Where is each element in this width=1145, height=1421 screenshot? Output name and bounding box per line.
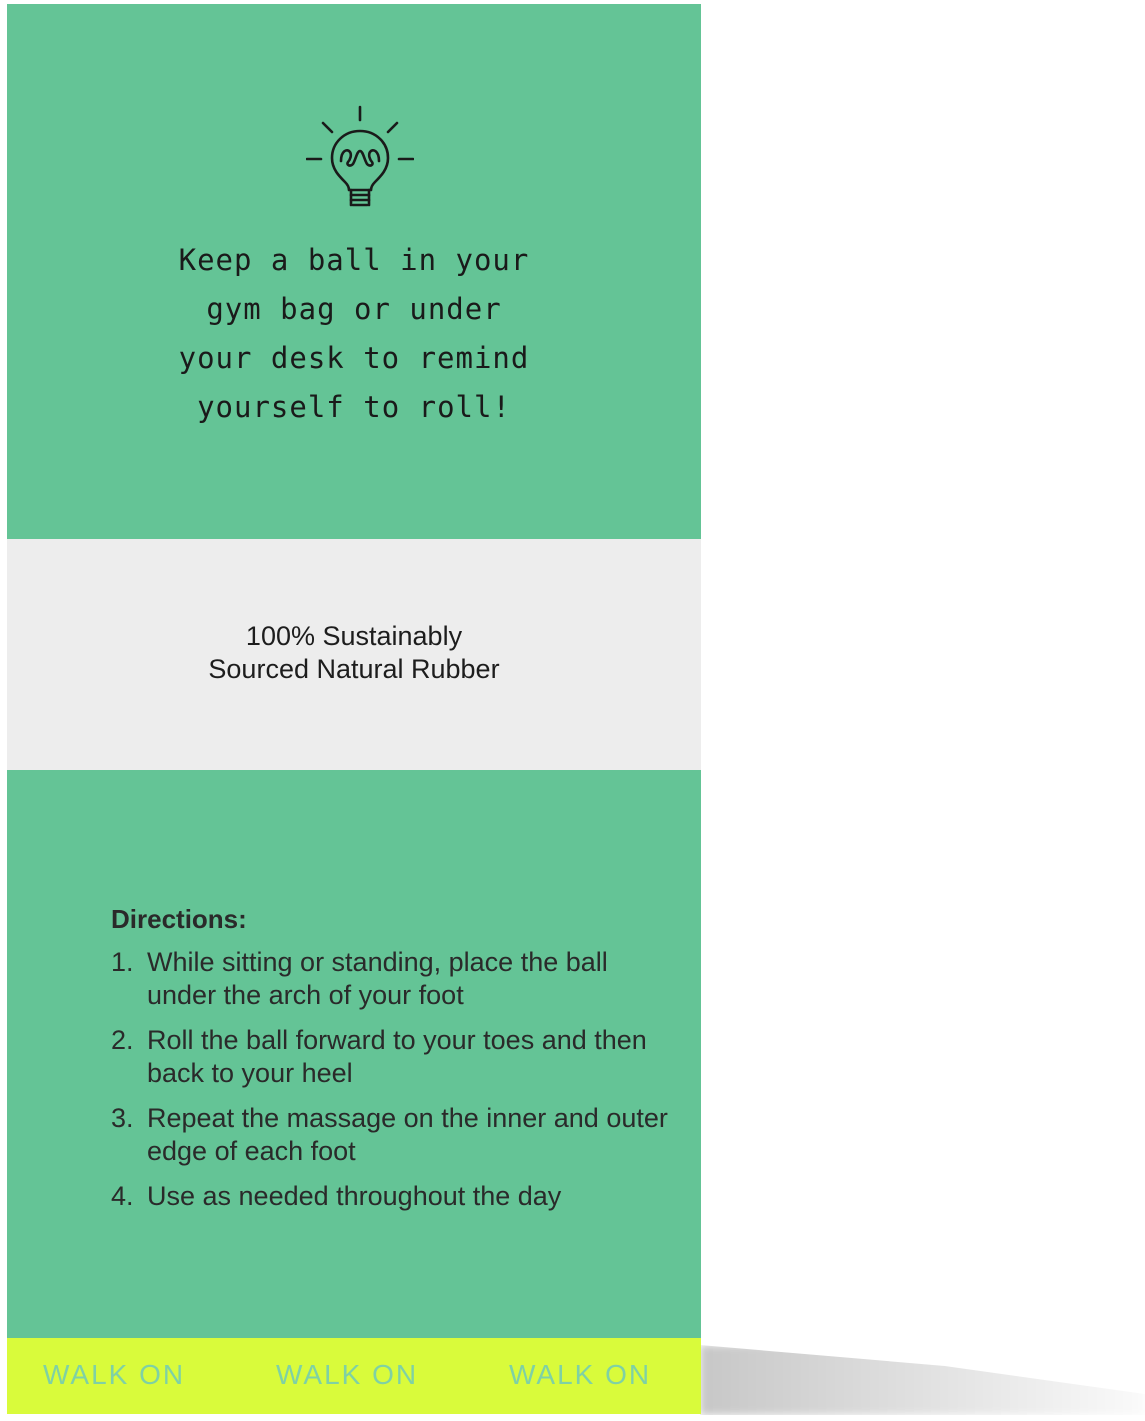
direction-step <box>111 1102 671 1168</box>
tip-line: gym bag or under <box>206 292 502 326</box>
footer-strip <box>7 1338 701 1414</box>
step-number: 3. <box>111 1103 134 1133</box>
step-text: Use as needed throughout the day <box>147 1181 562 1211</box>
tip-panel <box>7 4 701 539</box>
step-text: While sitting or standing, place the ball under the arch of your foot <box>147 947 608 1010</box>
step-number: 2. <box>111 1025 134 1055</box>
step-number: 1. <box>111 947 134 977</box>
material-claim-line: Sourced Natural Rubber <box>208 654 500 684</box>
material-claim <box>7 620 701 686</box>
directions-heading: Directions: <box>111 904 247 934</box>
product-box-side <box>7 4 701 1414</box>
step-text: Repeat the massage on the inner and outer edge of each foot <box>147 1103 668 1166</box>
tip-line: Keep a ball in your <box>178 243 530 277</box>
directions-list <box>111 946 671 1213</box>
box-shadow <box>700 1345 1145 1415</box>
direction-step <box>111 946 671 1012</box>
step-text: Roll the ball forward to your toes and then back to your heel <box>147 1025 647 1088</box>
direction-step <box>111 1180 671 1213</box>
step-number: 4. <box>111 1181 134 1211</box>
walk-on-label: WALK ON <box>276 1359 419 1390</box>
material-band <box>7 539 701 770</box>
lightbulb-icon <box>306 104 414 212</box>
walk-on-label: WALK ON <box>43 1359 186 1390</box>
directions-section <box>111 902 671 1225</box>
direction-step <box>111 1024 671 1090</box>
material-claim-line: 100% Sustainably <box>245 621 463 651</box>
tip-line: your desk to remind <box>178 341 530 375</box>
tip-text <box>104 236 604 432</box>
tip-line: yourself to roll! <box>197 390 511 424</box>
walk-on-label: WALK ON <box>509 1359 652 1390</box>
